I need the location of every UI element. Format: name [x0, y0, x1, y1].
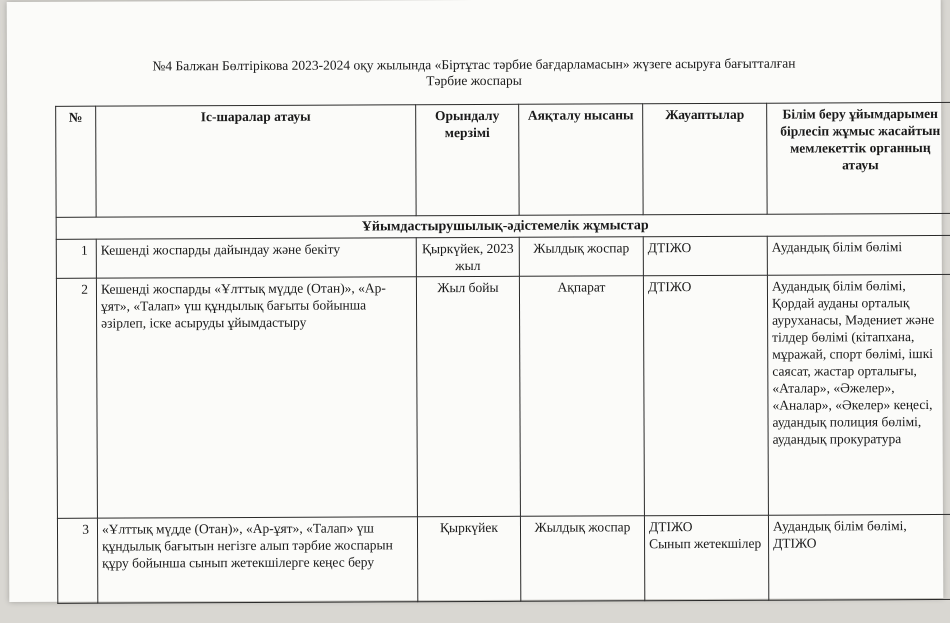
row-partner: Аудандық білім бөлімі, ДТІЖО — [768, 514, 950, 600]
row-completion: Ақпарат — [519, 276, 644, 517]
document-subtitle: Тәрбие жоспары — [426, 72, 522, 89]
table-row — [56, 235, 950, 278]
row-deadline: Жыл бойы — [416, 276, 520, 516]
row-deadline: Қыркүйек, 2023 жыл — [416, 237, 519, 276]
row-partner: Аудандық білім бөлімі, Қордай ауданы орталық ауруханасы, Мәдениет және тілдер бөлімі (кітапхана, мұражай, спорт бөлімі, ішкі саясат, жастар орталығы, «Аталар», «Әжелер», «Аналар», «Әкелер» кеңесі, аудандық полиция бөлімі, аудандық прокуратура — [767, 274, 950, 515]
row-num: 3 — [57, 518, 97, 603]
row-completion: Жылдық жоспар — [520, 516, 644, 602]
header-deadline: Орындалу мерзімі — [416, 104, 519, 215]
row-event: Кешенді жоспарды «Ұлттық мүдде (Отан)», «Ар-ұят», «Талап» үш құндылық бағыты бойынша әзірлеп, іске асыруды ұйымдастыру — [96, 277, 417, 518]
table-row — [56, 274, 950, 518]
row-event: «Ұлттық мүдде (Отан)», «Ар-ұят», «Талап» үш құндылық бағытын негізге алып тәрбие жоспарын құру бойынша сынып жетекшілерге кеңес беру — [97, 517, 417, 603]
header-event: Іс-шаралар атауы — [96, 105, 416, 217]
row-responsible: ДТІЖО — [643, 236, 767, 276]
row-responsible: ДТІЖО — [643, 275, 768, 516]
row-completion: Жылдық жоспар — [519, 237, 643, 277]
row-partner: Аудандық білім бөлімі — [767, 235, 950, 275]
row-event: Кешенді жоспарды дайындау және бекіту — [96, 238, 416, 278]
row-num: 1 — [56, 239, 96, 278]
row-num: 2 — [56, 278, 97, 518]
header-responsible: Жауаптылар — [643, 103, 767, 215]
header-completion: Аяқталу нысаны — [519, 104, 643, 216]
table-row — [57, 514, 950, 603]
document-page — [7, 0, 944, 602]
row-deadline: Қыркүйек — [417, 516, 520, 601]
document-title: №4 Балжан Бөлтірікова 2023-2024 оқу жылында «Біртұтас тәрбие бағдарламасын» жүзеге асыруға бағытталған — [152, 55, 796, 74]
plan-table — [55, 102, 950, 604]
row-responsible: ДТІЖО Сынып жетекшілер — [644, 515, 768, 601]
table-header-row — [56, 102, 950, 217]
header-num: № — [56, 106, 96, 217]
header-partner: Білім беру ұйымдарымен бірлесіп жұмыс жасайтын мемлекеттік органның атауы — [767, 102, 950, 214]
section-title: Ұйымдастырушылық-әдістемелік жұмыстар — [56, 213, 950, 239]
